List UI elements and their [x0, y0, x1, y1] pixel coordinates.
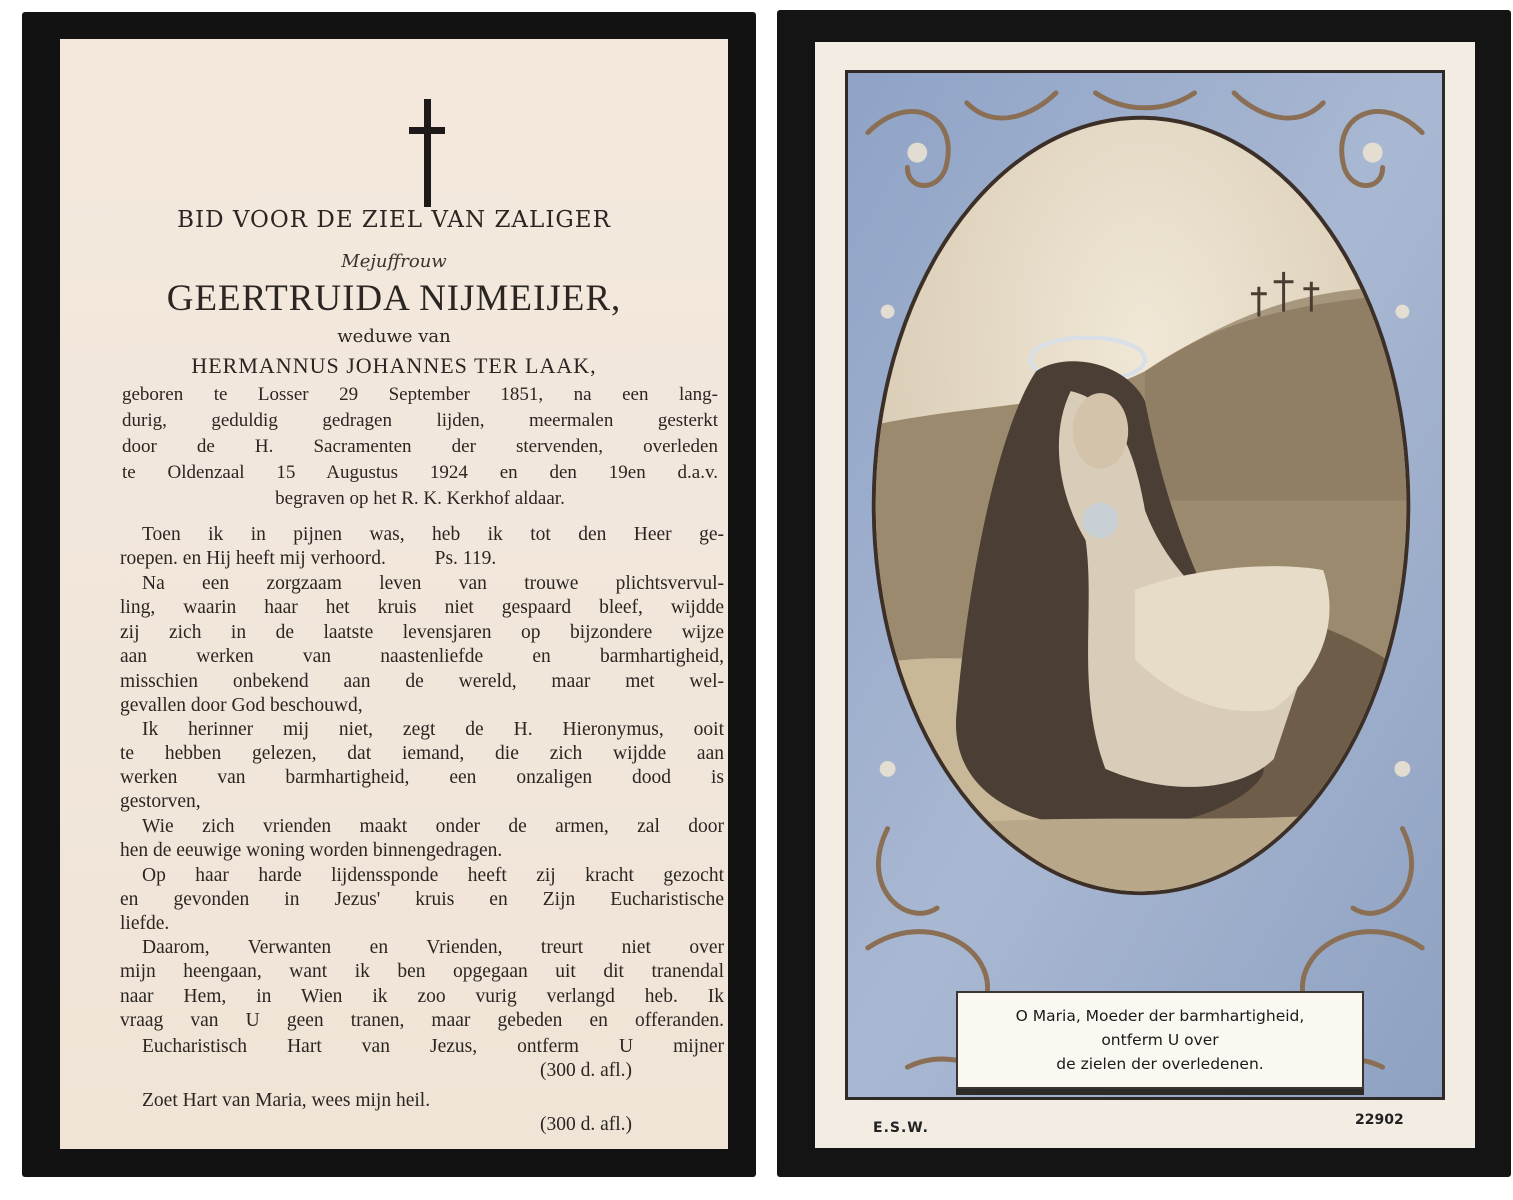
catalog-number: 22902 [1355, 1112, 1404, 1128]
text-line: en gevonden in Jezus' kruis en Zijn Eucharistische [120, 889, 724, 910]
text-line: misschien onbekend aan de wereld, maar met wel- [120, 671, 724, 692]
text-line: zij zich in de laatste levensjaren op bijzondere wijze [120, 622, 724, 643]
text-line: roepen. en Hij heeft mij verhoord. Ps. 119. [120, 548, 497, 569]
bio-line: door de H. Sacramenten der stervenden, overleden [122, 436, 718, 457]
prayer-line: de zielen der overledenen. [1056, 1055, 1264, 1073]
text-line: vraag van U geen tranen, maar gebeden en offeranden. [120, 1010, 724, 1031]
text-line: Zoet Hart van Maria, wees mijn heil. [142, 1090, 431, 1111]
publisher-mark: E.S.W. [873, 1120, 929, 1136]
bio-line: begraven op het R. K. Kerkhof aldaar. [275, 488, 565, 509]
text-line: Toen ik in pijnen was, heb ik tot den Heer ge- [142, 524, 724, 545]
prayer-line: O Maria, Moeder der barmhartigheid, [1015, 1007, 1305, 1025]
text-line: gestorven, [120, 791, 201, 812]
text-line: ling, waarin haar het kruis niet gespaard bleef, wijdde [120, 597, 724, 618]
text-line: Op haar harde lijdenssponde heeft zij kracht gezocht [142, 865, 724, 886]
devotional-illustration [848, 73, 1442, 1097]
prayer-heading: BID VOOR DE ZIEL VAN ZALIGER [177, 207, 611, 233]
devotional-image-frame [845, 70, 1445, 1100]
indulgence-note: (300 d. afl.) [540, 1060, 633, 1081]
husband-name: HERMANNUS JOHANNES TER LAAK, [191, 353, 597, 378]
cross-icon [409, 99, 445, 207]
memorial-card-image-side [777, 10, 1511, 1177]
prayer-banner [956, 991, 1364, 1089]
text-line: Ik herinner mij niet, zegt de H. Hieronymus, ooit [142, 719, 724, 740]
text-line: Daarom, Verwanten en Vrienden, treurt niet over [142, 937, 724, 958]
text-line: mijn heengaan, want ik ben opgegaan uit dit tranendal [120, 961, 724, 982]
card-paper [815, 42, 1475, 1148]
card-paper [60, 39, 728, 1149]
bio-line: geboren te Losser 29 September 1851, na een lang- [122, 384, 718, 405]
text-line: Wie zich vrienden maakt onder de armen, zal door [142, 816, 724, 837]
indulgence-note: (300 d. afl.) [540, 1114, 633, 1135]
text-line: naar Hem, in Wien ik zoo vurig verlangd heb. Ik [120, 986, 724, 1007]
memorial-card-text-side [22, 12, 756, 1177]
text-line: werken van barmhartigheid, een onzaligen dood is [120, 767, 724, 788]
prayer-line: ontferm U over [1101, 1031, 1219, 1049]
bio-line: durig, geduldig gedragen lijden, meermalen gesterkt [122, 410, 718, 431]
text-line: te hebben gelezen, dat iemand, die zich wijdde aan [120, 743, 724, 764]
text-line: hen de eeuwige woning worden binnengedragen. [120, 840, 503, 861]
text-line: Na een zorgzaam leven van trouwe plichtsvervul- [142, 573, 724, 594]
text-line: aan werken van naastenliefde en barmhartigheid, [120, 646, 724, 667]
text-line: liefde. [120, 913, 170, 934]
bio-line: te Oldenzaal 15 Augustus 1924 en den 19en d.a.v. [122, 462, 718, 483]
text-line: Eucharistisch Hart van Jezus, ontferm U mijner [142, 1036, 724, 1057]
text-line: gevallen door God beschouwd, [120, 695, 363, 716]
deceased-name: GEERTRUIDA NIJMEIJER, [166, 278, 622, 319]
title-word: Mejuffrouw [341, 251, 447, 272]
widow-of-label: weduwe van [337, 326, 451, 347]
